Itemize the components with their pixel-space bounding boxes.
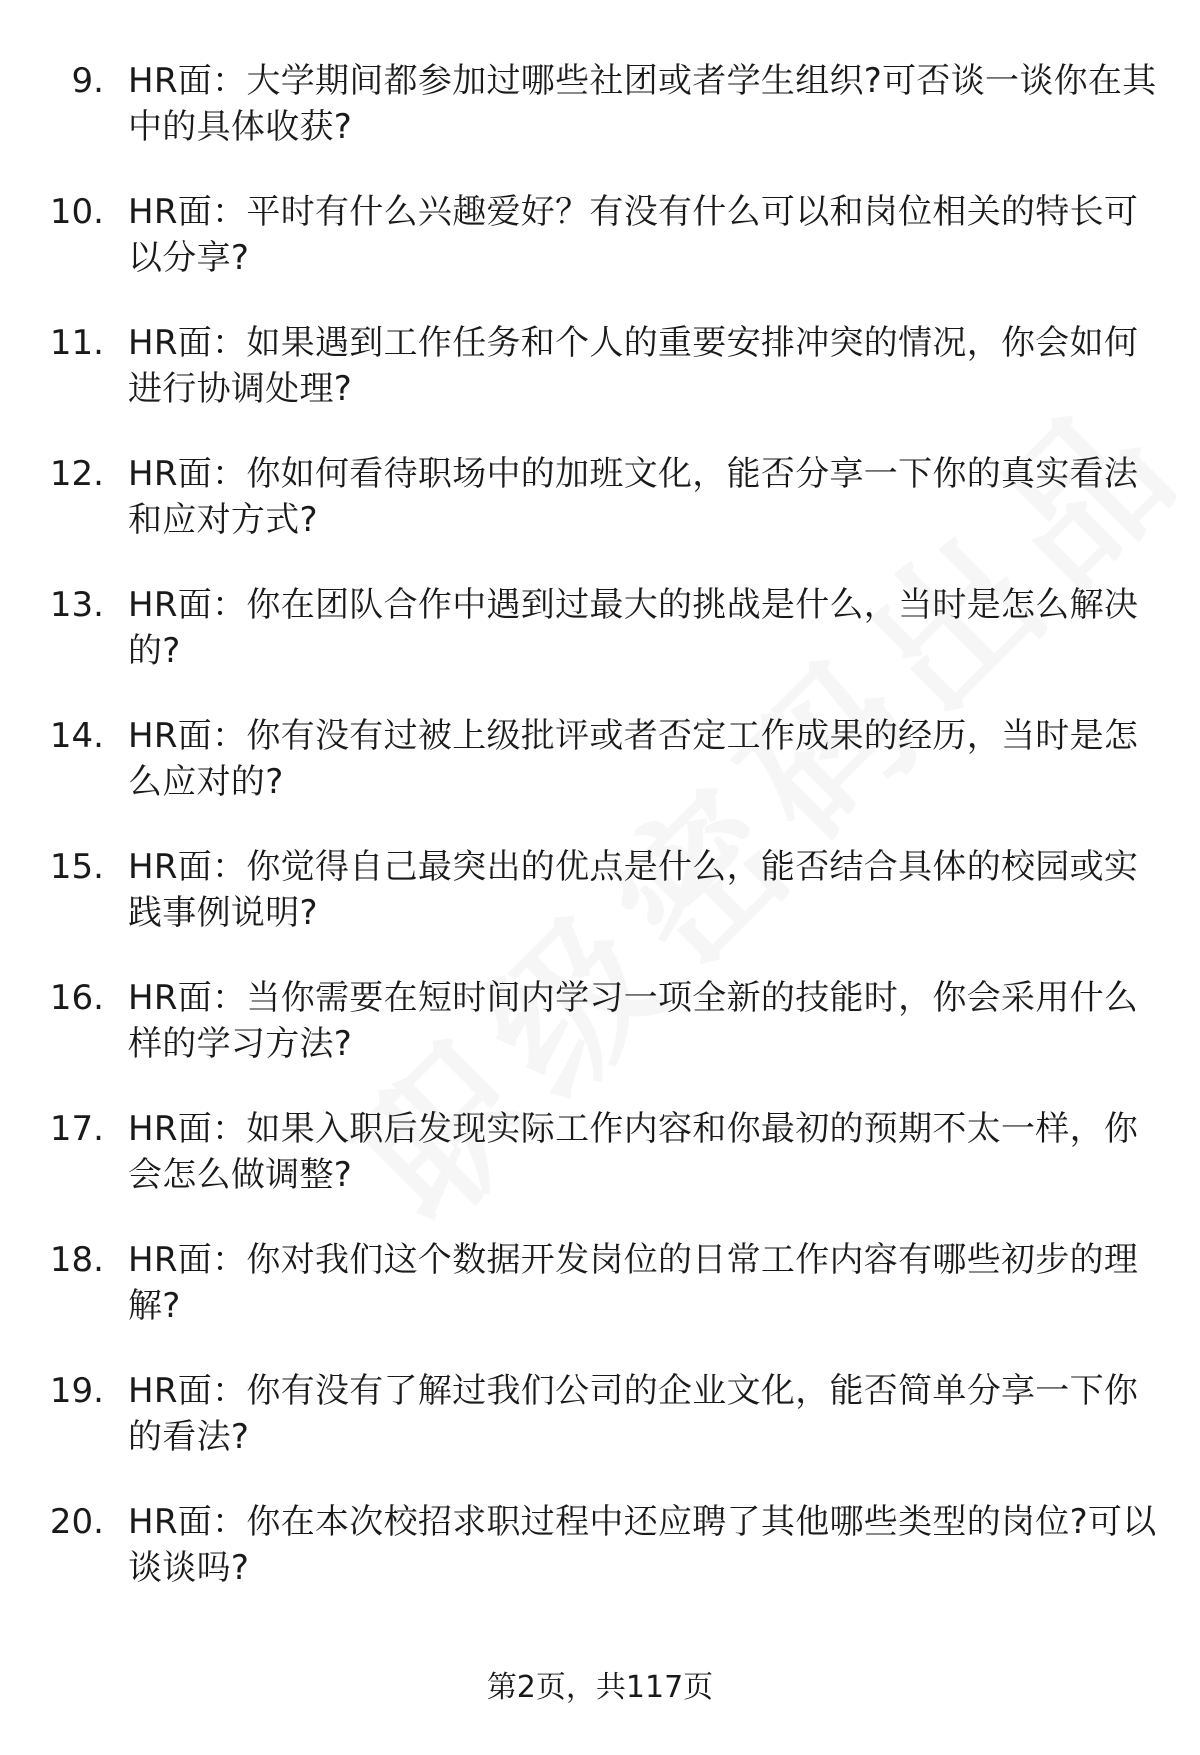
list-item	[0, 1368, 1200, 1499]
question-text: HR面：你在团队合作中遇到过最大的挑战是什么，当时是怎么解决的?	[128, 585, 1139, 671]
list-item	[0, 713, 1200, 844]
list-item	[0, 975, 1200, 1106]
question-text: HR面：你如何看待职场中的加班文化，能否分享一下你的真实看法和应对方式?	[128, 454, 1139, 540]
question-number: 11.	[49, 323, 104, 363]
question-number: 19.	[49, 1371, 104, 1411]
question-number: 12.	[49, 454, 104, 494]
question-text: HR面：你有没有了解过我们公司的企业文化，能否简单分享一下你的看法?	[128, 1371, 1139, 1457]
question-text: HR面：大学期间都参加过哪些社团或者学生组织?可否谈一谈你在其中的具体收获?	[128, 61, 1157, 147]
list-item	[0, 582, 1200, 713]
question-number: 9.	[71, 61, 104, 101]
list-item	[0, 58, 1200, 189]
question-number: 20.	[49, 1502, 104, 1542]
question-text: HR面：你有没有过被上级批评或者否定工作成果的经历，当时是怎么应对的?	[128, 716, 1139, 802]
list-item	[0, 320, 1200, 451]
list-item	[0, 189, 1200, 320]
question-text: HR面：当你需要在短时间内学习一项全新的技能时，你会采用什么样的学习方法?	[128, 978, 1139, 1064]
question-number: 17.	[49, 1109, 104, 1149]
question-number: 15.	[49, 847, 104, 887]
page-footer: 第2页，共117页	[486, 1670, 714, 1705]
list-item	[0, 451, 1200, 582]
question-number: 14.	[49, 716, 104, 756]
list-item	[0, 844, 1200, 975]
question-list	[0, 58, 1200, 1630]
question-text: HR面：平时有什么兴趣爱好？有没有什么可以和岗位相关的特长可以分享?	[128, 192, 1139, 278]
question-number: 16.	[49, 978, 104, 1018]
question-text: HR面：如果遇到工作任务和个人的重要安排冲突的情况，你会如何进行协调处理?	[128, 323, 1139, 409]
list-item	[0, 1106, 1200, 1237]
question-number: 13.	[49, 585, 104, 625]
question-number: 18.	[49, 1240, 104, 1280]
list-item	[0, 1237, 1200, 1368]
question-text: HR面：你觉得自己最突出的优点是什么，能否结合具体的校园或实践事例说明?	[128, 847, 1139, 933]
question-text: HR面：如果入职后发现实际工作内容和你最初的预期不太一样，你会怎么做调整?	[128, 1109, 1139, 1195]
question-text: HR面：你在本次校招求职过程中还应聘了其他哪些类型的岗位?可以谈谈吗?	[128, 1502, 1157, 1588]
question-text: HR面：你对我们这个数据开发岗位的日常工作内容有哪些初步的理解?	[128, 1240, 1139, 1326]
list-item	[0, 1499, 1200, 1630]
question-number: 10.	[49, 192, 104, 232]
